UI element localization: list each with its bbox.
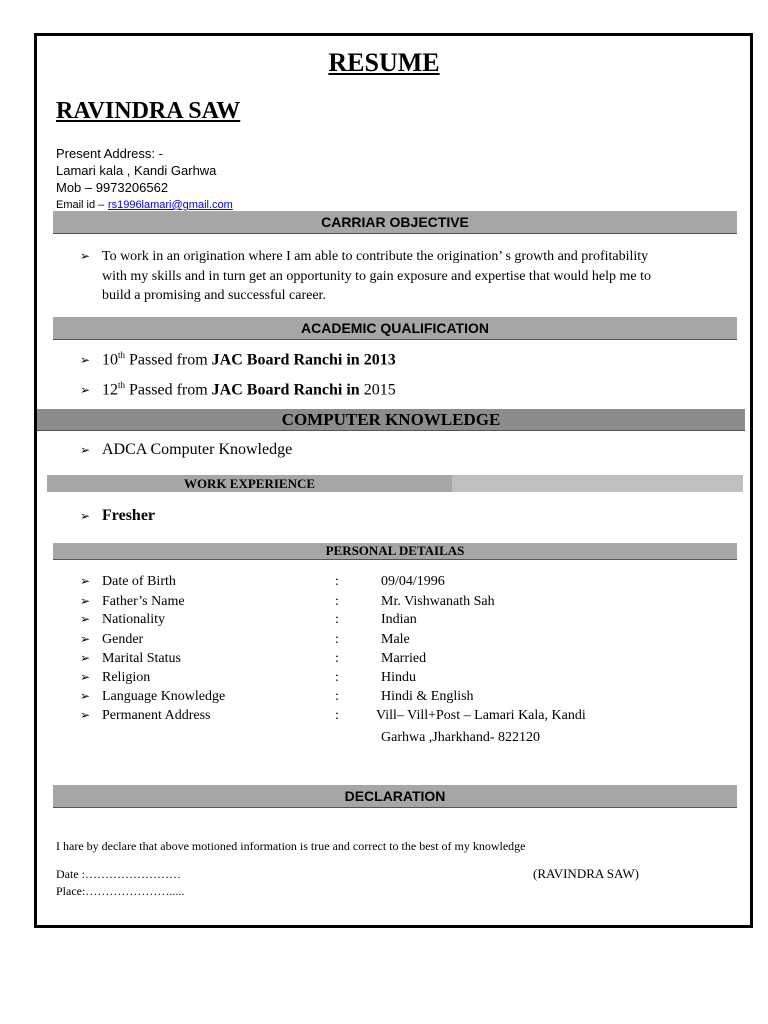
date-line: Date :…………………… xyxy=(56,867,181,881)
section-header-objective: CARRIAR OBJECTIVE xyxy=(53,211,737,234)
bullet-arrow-icon: ➢ xyxy=(80,594,91,608)
address-line: Lamari kala , Kandi Garhwa xyxy=(56,163,217,178)
bullet-arrow-icon: ➢ xyxy=(80,689,91,703)
section-header-declaration: DECLARATION xyxy=(53,785,737,808)
personal-row: ➢ Marital Status : Married xyxy=(80,651,427,666)
section-header-personal: PERSONAL DETAILAS xyxy=(53,543,737,560)
personal-row: ➢ Father’s Name : Mr. Vishwanath Sah xyxy=(80,594,495,609)
address-label: Present Address: - xyxy=(56,146,163,161)
objective-line: build a promising and successful career. xyxy=(102,288,326,303)
computer-item: ➢ ADCA Computer Knowledge xyxy=(80,441,293,458)
personal-row: ➢ Religion : Hindu xyxy=(80,670,416,685)
personal-row: ➢ Language Knowledge : Hindi & English xyxy=(80,689,474,704)
email-row xyxy=(56,196,233,211)
objective-line: with my skills and in turn get an opportunity to gain exposure and expertise that would help me to xyxy=(102,268,652,284)
bullet-arrow-icon: ➢ xyxy=(80,670,91,684)
bullet-arrow-icon: ➢ xyxy=(80,353,91,368)
email-link[interactable]: rs1996lamari@gmail.com xyxy=(107,199,233,211)
personal-row: ➢ Nationality : Indian xyxy=(80,612,417,627)
academic-item: ➢ 10th Passed from JAC Board Ranchi in 2013 xyxy=(80,350,396,369)
work-item: ➢ Fresher xyxy=(80,507,156,524)
bullet-arrow-icon: ➢ xyxy=(80,708,91,722)
place-line: Place:…………………..... xyxy=(56,884,185,898)
declaration-text: I hare by declare that above motioned information is true and correct to the best of my knowledge xyxy=(56,839,526,853)
section-header-work-wrap xyxy=(47,475,743,492)
bullet-arrow-icon: ➢ xyxy=(80,632,91,646)
bullet-arrow-icon: ➢ xyxy=(80,612,91,626)
bullet-arrow-icon: ➢ xyxy=(80,574,91,588)
email-label: Email id – xyxy=(56,199,105,211)
personal-row: ➢ Date of Birth : 09/04/1996 xyxy=(80,574,445,589)
candidate-name: RAVINDRA SAW xyxy=(56,98,241,124)
objective-line: ➢ To work in an origination where I am able to contribute the origination’ s growth and profitability xyxy=(80,247,720,267)
section-header-work: WORK EXPERIENCE xyxy=(47,475,452,492)
section-header-computer: COMPUTER KNOWLEDGE xyxy=(37,409,745,431)
section-header-academic: ACADEMIC QUALIFICATION xyxy=(53,317,737,340)
bullet-arrow-icon: ➢ xyxy=(80,383,91,398)
personal-row: ➢ Permanent Address : Vill– Vill+Post – Lamari Kala, Kandi xyxy=(80,708,586,723)
academic-item: ➢ 12th Passed from JAC Board Ranchi in 2015 xyxy=(80,380,396,399)
mobile-number: Mob – 9973206562 xyxy=(56,180,169,195)
personal-row: ➢ Gender : Male xyxy=(80,632,410,647)
bullet-arrow-icon: ➢ xyxy=(80,651,91,665)
bullet-arrow-icon: ➢ xyxy=(80,509,91,523)
bullet-arrow-icon: ➢ xyxy=(80,249,91,263)
bullet-arrow-icon: ➢ xyxy=(80,443,91,457)
signature-name: (RAVINDRA SAW) xyxy=(533,866,639,881)
address-continuation: Garhwa ,Jharkhand- 822120 xyxy=(381,730,541,745)
objective-text xyxy=(80,247,720,306)
resume-title: RESUME xyxy=(328,48,440,77)
